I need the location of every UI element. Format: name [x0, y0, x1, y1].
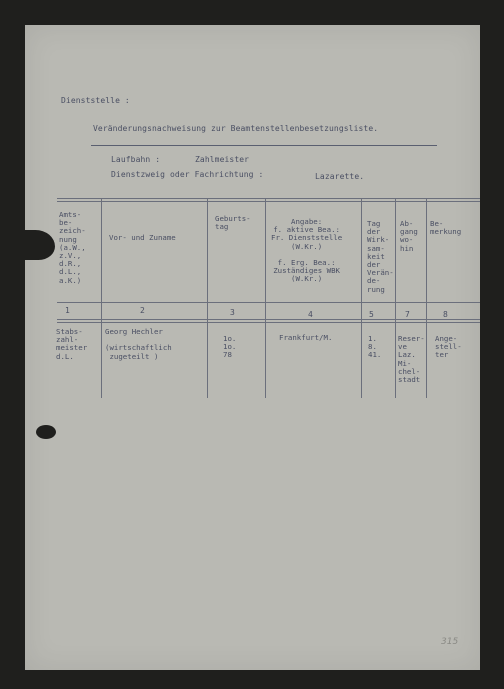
column-number-8: 8	[443, 310, 448, 319]
header-wirksamkeit: Tag der Wirk- sam- keit der Verän- de- rung	[367, 219, 394, 294]
column-divider-1	[101, 198, 102, 398]
column-number-5: 5	[369, 310, 374, 319]
column-number-7: 7	[405, 310, 410, 319]
dienststelle-label: Dienststelle :	[61, 96, 130, 105]
column-divider-2	[207, 198, 208, 398]
header-amtsbezeichnung: Amts- be- zeich- nung (a.W., z.V., d.R., d.L., a.K.)	[59, 210, 86, 285]
header-bemerkung: Be- merkung	[430, 219, 462, 237]
column-number-4: 4	[308, 310, 313, 319]
dienstzweig-value: Lazarette.	[315, 172, 365, 181]
number-row-rule-2	[57, 322, 480, 323]
torn-edge	[19, 230, 55, 260]
header-abgang: Ab- gang wo- hin	[400, 219, 418, 253]
column-divider-5	[395, 198, 396, 398]
punch-hole	[36, 425, 56, 439]
header-bottom-rule	[57, 302, 480, 303]
column-number-3: 3	[230, 308, 235, 317]
column-number-2: 2	[140, 306, 145, 315]
laufbahn-value: Zahlmeister	[195, 155, 250, 164]
row-1-bemerkung: Ange- stell- ter	[435, 334, 462, 360]
page-number: 315	[441, 637, 459, 647]
row-1-wirksamkeit: 1. 8. 41.	[368, 334, 382, 360]
header-name: Vor- und Zuname	[109, 233, 176, 242]
row-1-abgang: Reser- ve Laz. Mi- chel- stadt	[398, 334, 425, 385]
title-underline	[91, 145, 437, 146]
row-1-dienststelle: Frankfurt/M.	[279, 333, 333, 342]
table-top-border	[57, 198, 480, 199]
row-1-geburtstag: 1o. 1o. 78	[223, 334, 237, 360]
header-geburtstag: Geburts- tag	[215, 214, 251, 232]
column-divider-3	[265, 198, 266, 398]
column-number-1: 1	[65, 306, 70, 315]
document-title: Veränderungsnachweisung zur Beamtenstellenbesetzungsliste.	[93, 124, 379, 133]
laufbahn-label: Laufbahn :	[111, 155, 161, 164]
dienstzweig-label: Dienstzweig oder Fachrichtung :	[111, 170, 264, 179]
table-top-border-2	[57, 201, 480, 202]
row-1-name: Georg Hechler (wirtschaftlich zugeteilt )	[105, 327, 172, 361]
number-row-rule	[57, 319, 480, 320]
column-divider-6	[426, 198, 427, 398]
document-page	[25, 25, 480, 670]
column-divider-4	[361, 198, 362, 398]
row-1-amtsbezeichnung: Stabs- zahl- meister d.L.	[56, 327, 88, 361]
header-angabe: Angabe: f. aktive Bea.: Fr. Dienststelle (W.Kr.) f. Erg. Bea.: Zuständiges WBK (W.Kr.)	[271, 217, 343, 284]
